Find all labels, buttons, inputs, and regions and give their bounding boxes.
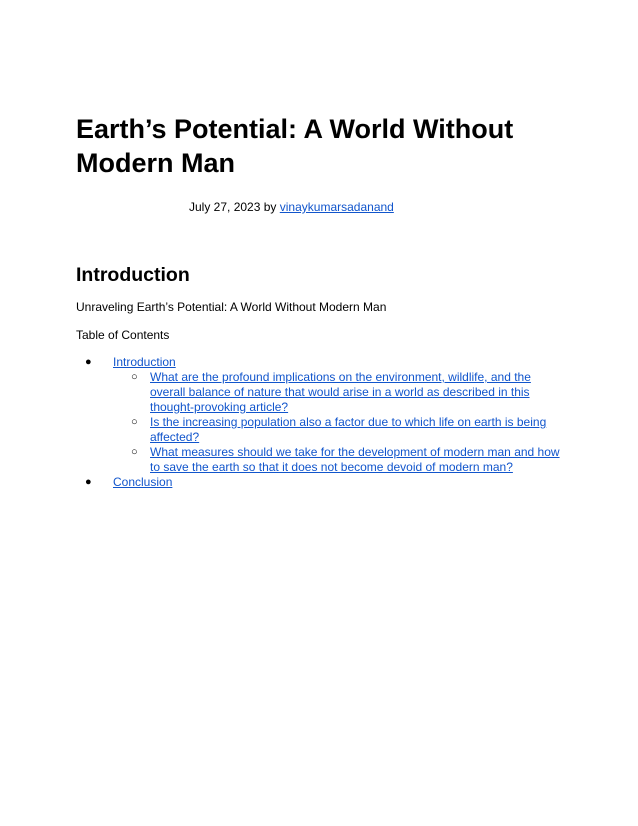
by-text: by	[263, 200, 277, 214]
toc-subitem-measures	[76, 445, 560, 475]
toc-link-conclusion[interactable]: Conclusion	[113, 475, 173, 489]
hollow-bullet-icon: ○	[131, 371, 138, 383]
article-subtitle: Unraveling Earth’s Potential: A World Without Modern Man	[76, 300, 387, 314]
bullet-icon: ●	[85, 356, 92, 368]
toc-link-measures[interactable]: What measures should we take for the development of modern man and how to save the earth so that it does not become devoid of modern man?	[150, 445, 560, 474]
article-title: Earth’s Potential: A World Without Modern Man	[76, 114, 514, 178]
hollow-bullet-icon: ○	[131, 416, 138, 428]
toc-link-population[interactable]: Is the increasing population also a factor due to which life on earth is being affected?	[150, 415, 547, 444]
toc-link-implications[interactable]: What are the profound implications on the environment, wildlife, and the overall balance of nature that would arise in a world as described in this thought-provoking article?	[150, 370, 531, 414]
table-of-contents	[76, 355, 576, 490]
toc-link-introduction[interactable]: Introduction	[113, 355, 176, 369]
toc-subitem-implications	[76, 370, 560, 415]
toc-subitem-population	[76, 415, 560, 445]
section-heading-introduction: Introduction	[76, 264, 190, 286]
toc-label: Table of Contents	[76, 328, 170, 342]
author-link[interactable]: vinaykumarsadanand	[279, 200, 394, 214]
hollow-bullet-icon: ○	[131, 446, 138, 458]
post-date: July 27, 2023	[189, 200, 261, 214]
byline	[189, 200, 394, 215]
bullet-icon: ●	[85, 476, 92, 488]
toc-item-conclusion	[76, 475, 576, 490]
toc-item-introduction	[76, 355, 576, 370]
